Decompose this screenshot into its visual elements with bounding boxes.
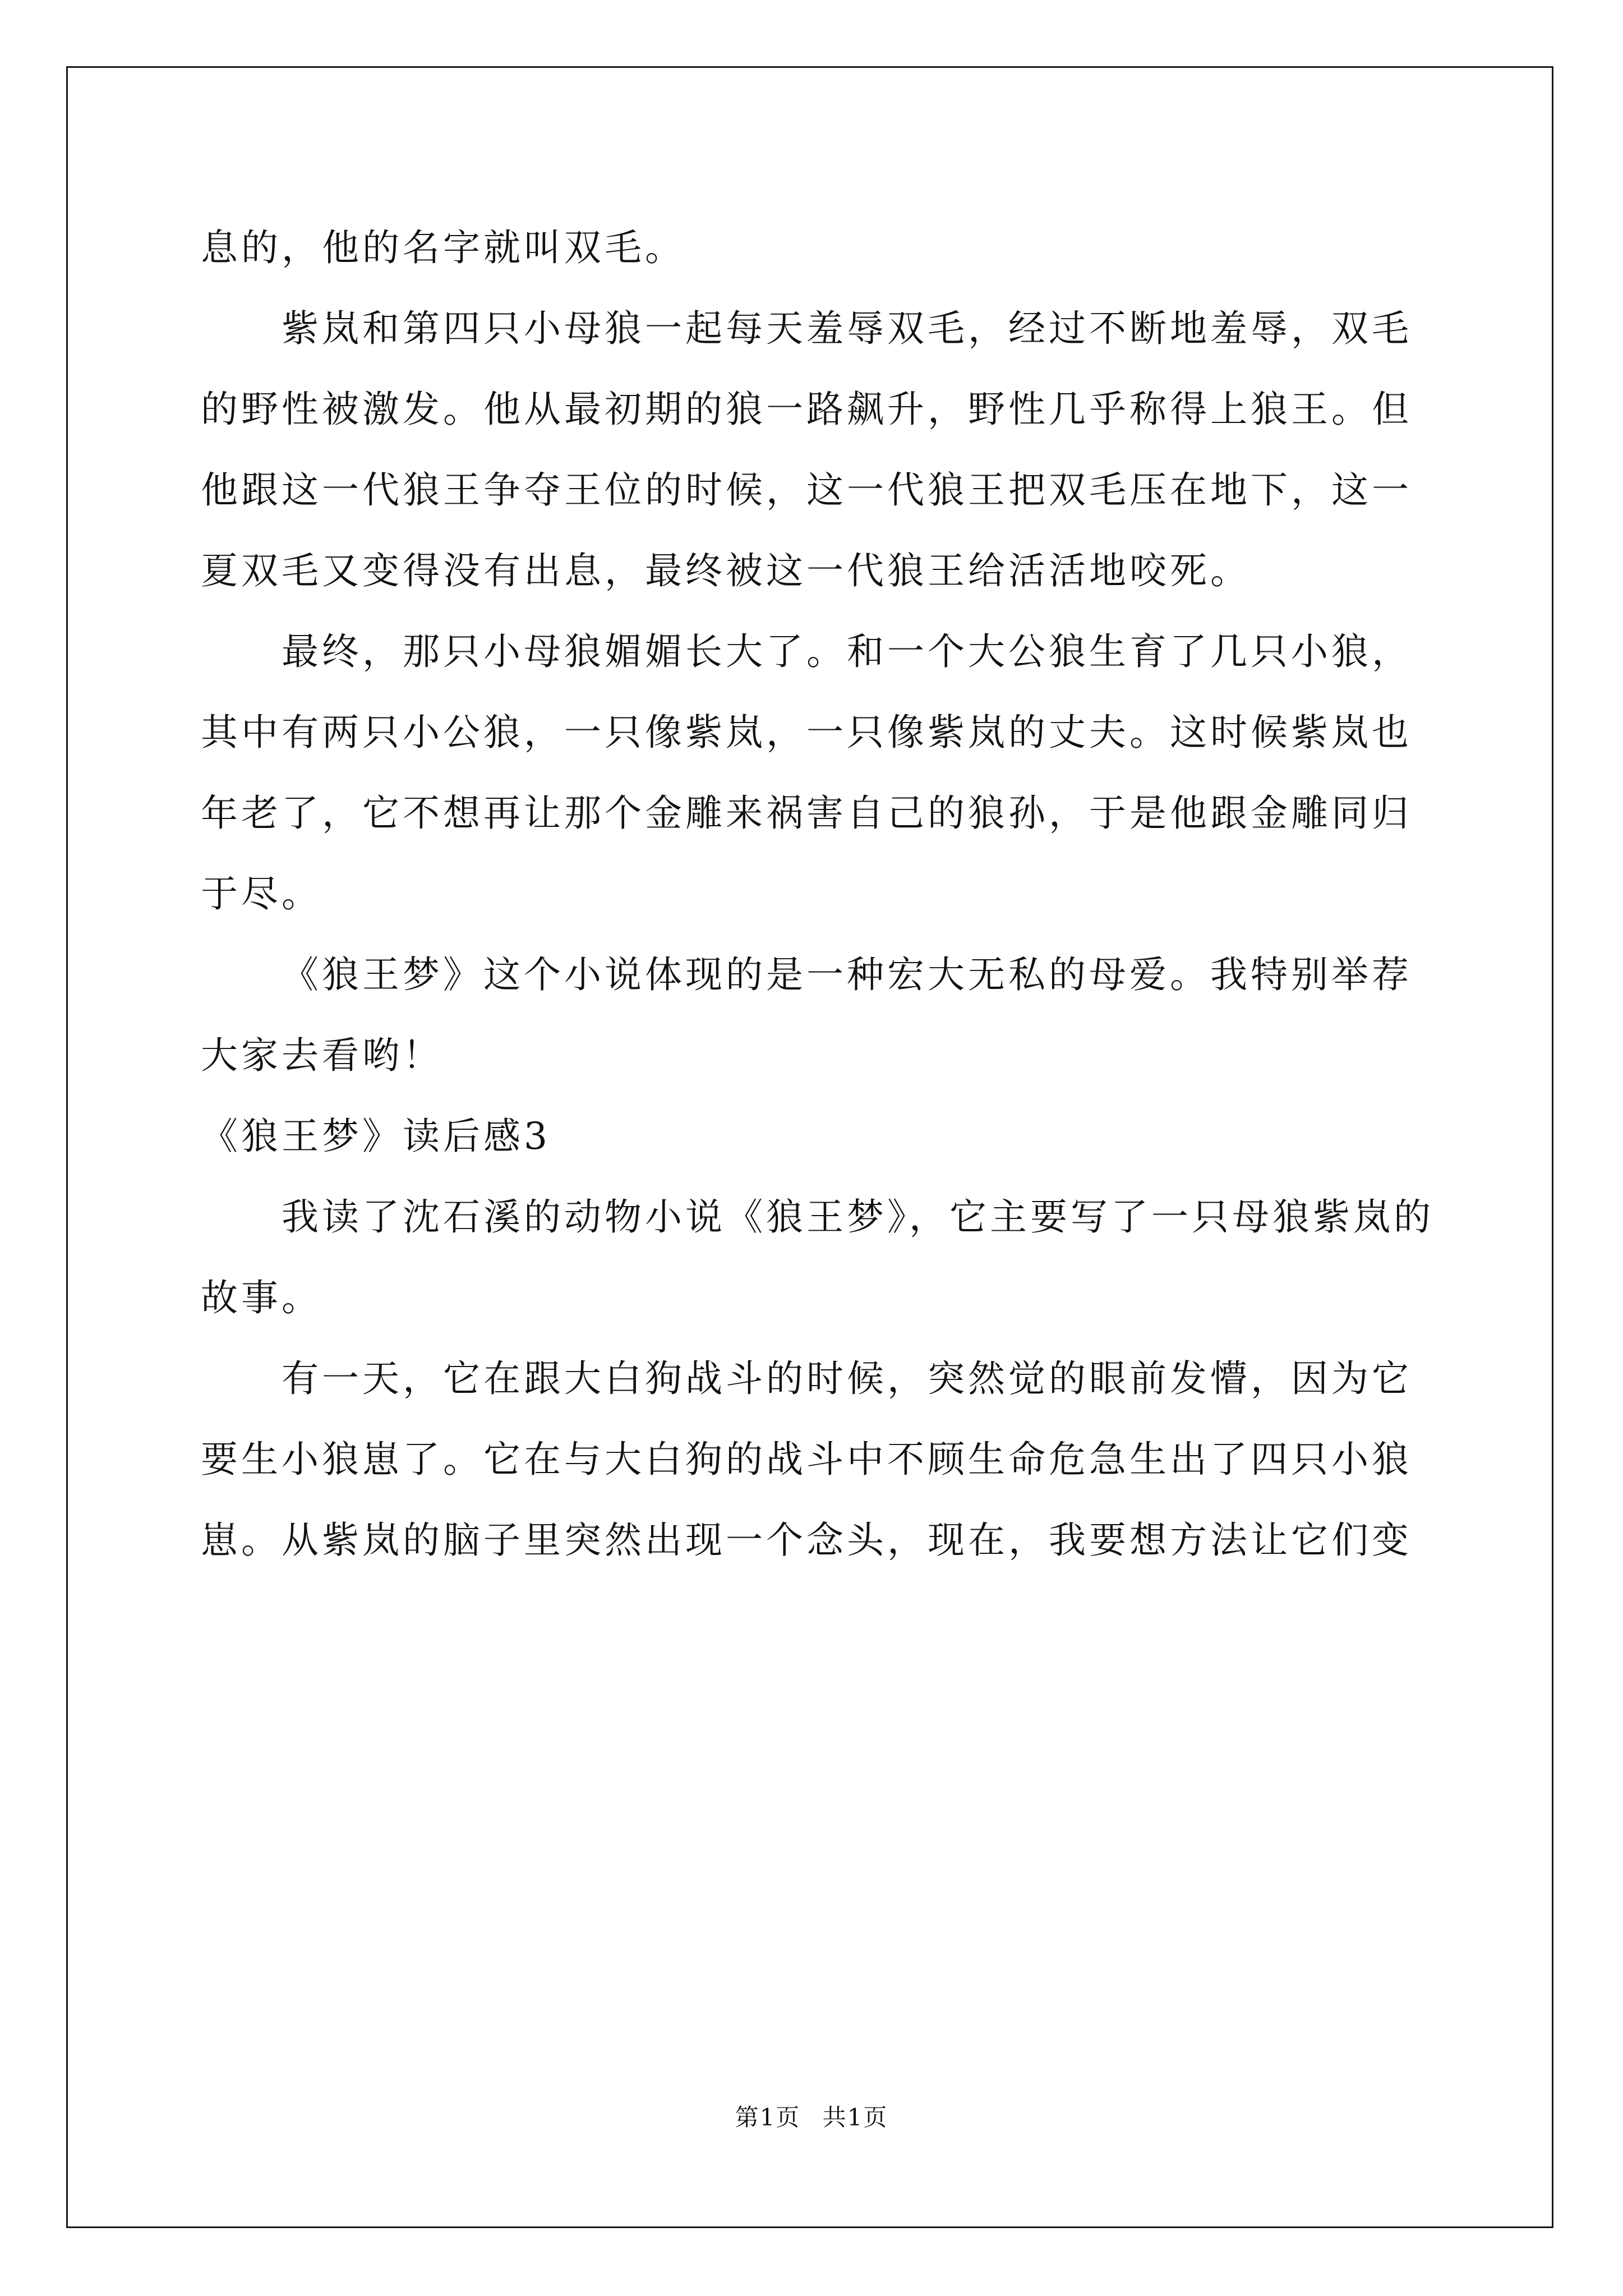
text-line: 于尽。 [201,872,322,915]
text-line: 故事。 [201,1276,322,1319]
text-line: 息的，他的名字就叫双毛。 [201,226,685,269]
text-line: 其中有两只小公狼，一只像紫岚，一只像紫岚的丈夫。这时候紫岚也 [201,711,1412,754]
section-heading: 《狼王梦》读后感3 [201,1115,551,1158]
text-line: 要生小狼崽了。它在与大白狗的战斗中不顾生命危急生出了四只小狼 [201,1438,1412,1481]
text-line: 我读了沈石溪的动物小说《狼王梦》，它主要写了一只母狼紫岚的 [282,1195,1434,1239]
text-line: 大家去看哟！ [201,1034,443,1077]
text-line: 最终，那只小母狼媚媚长大了。和一个大公狼生育了几只小狼， [282,630,1412,673]
page-number-total: 共1页 [822,2104,888,2131]
page-footer [0,2101,1623,2134]
text-line: 年老了，它不想再让那个金雕来祸害自己的狼孙，于是他跟金雕同归 [201,792,1412,835]
text-line: 夏双毛又变得没有出息，最终被这一代狼王给活活地咬死。 [201,549,1251,592]
text-line: 有一天，它在跟大白狗战斗的时候，突然觉的眼前发懵，因为它 [282,1357,1412,1400]
text-line: 他跟这一代狼王争夺王位的时候，这一代狼王把双毛压在地下，这一 [201,468,1412,512]
text-line: 崽。从紫岚的脑子里突然出现一个念头，现在，我要想方法让它们变 [201,1519,1412,1562]
page-number-current: 第1页 [735,2104,801,2131]
text-line: 的野性被激发。他从最初期的狼一路飙升，野性几乎称得上狼王。但 [201,388,1412,431]
document-body [201,208,1434,1581]
text-line: 紫岚和第四只小母狼一起每天羞辱双毛，经过不断地羞辱，双毛 [282,307,1412,350]
text-line: 《狼王梦》这个小说体现的是一种宏大无私的母爱。我特别举荐 [282,953,1412,996]
